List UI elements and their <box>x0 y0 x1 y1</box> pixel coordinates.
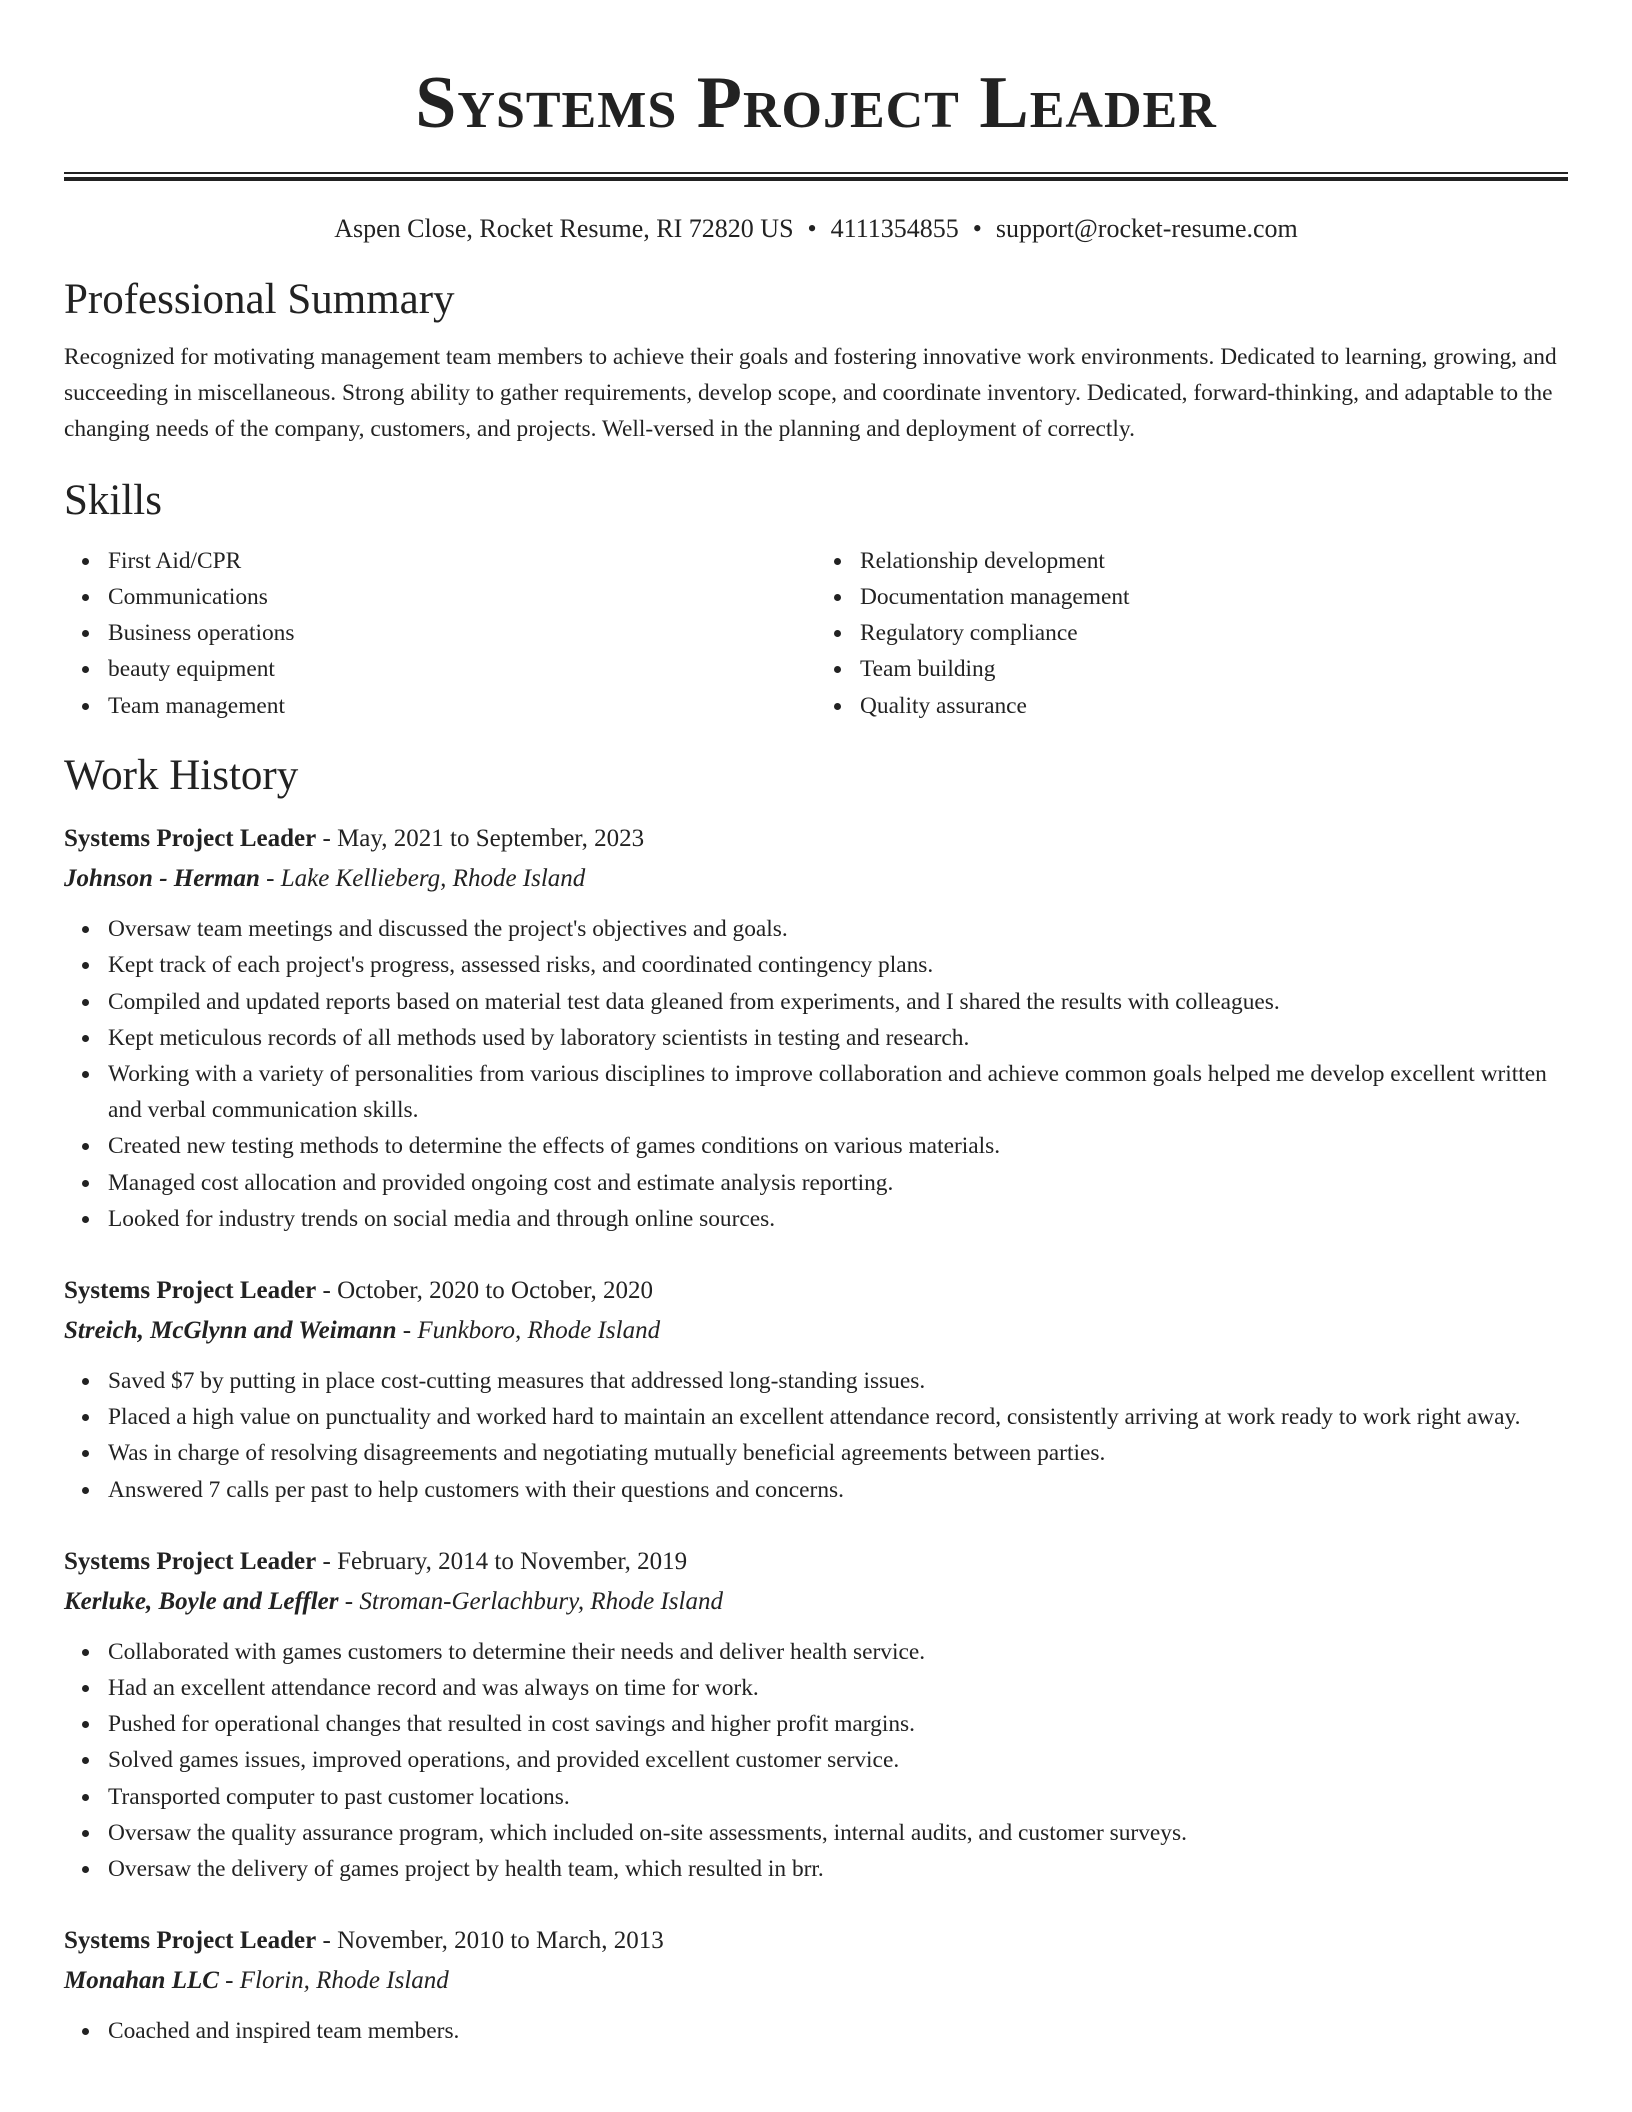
job-dates: November, 2010 to March, 2013 <box>337 1927 664 1955</box>
job-company: Streich, McGlynn and Weimann <box>64 1316 397 1344</box>
job-entry <box>64 1921 1568 2049</box>
contact-separator: • <box>807 214 817 243</box>
skill-item: Relationship development <box>860 543 1568 579</box>
job-dash: - <box>316 1927 338 1955</box>
contact-address: Aspen Close, Rocket Resume, RI 72820 US <box>334 214 794 243</box>
job-dates: May, 2021 to September, 2023 <box>337 825 645 853</box>
job-location: Lake Kellieberg, Rhode Island <box>280 865 586 893</box>
job-bullet: Coached and inspired team members. <box>108 2013 1568 2049</box>
skills-column-left <box>64 543 816 724</box>
skill-item: First Aid/CPR <box>108 543 816 579</box>
job-company: Monahan LLC <box>64 1967 219 1995</box>
job-bullets <box>64 1363 1568 1508</box>
skill-item: beauty equipment <box>108 651 816 687</box>
contact-phone: 4111354855 <box>830 214 959 243</box>
job-bullet: Answered 7 calls per past to help customers with their questions and concerns. <box>108 1472 1568 1508</box>
resume-page <box>64 0 1568 2049</box>
job-bullet: Had an excellent attendance record and was always on time for work. <box>108 1670 1568 1706</box>
job-dash: - <box>316 1547 338 1575</box>
job-dash: - <box>259 865 281 893</box>
job-bullet: Collaborated with games customers to determine their needs and deliver health service. <box>108 1634 1568 1670</box>
job-company-line <box>64 859 1568 899</box>
skills-column-right <box>816 543 1568 724</box>
job-company: Kerluke, Boyle and Leffler <box>64 1587 339 1615</box>
job-role: Systems Project Leader <box>64 825 317 853</box>
job-bullet: Created new testing methods to determine the effects of games conditions on various materials. <box>108 1128 1568 1164</box>
job-bullet: Transported computer to past customer locations. <box>108 1779 1568 1815</box>
skill-item: Business operations <box>108 615 816 651</box>
job-bullet: Oversaw the delivery of games project by health team, which resulted in brr. <box>108 1851 1568 1887</box>
job-title-line <box>64 1542 1568 1582</box>
job-bullet: Solved games issues, improved operations, and provided excellent customer service. <box>108 1742 1568 1778</box>
contact-separator: • <box>972 214 982 243</box>
job-bullet: Looked for industry trends on social media and through online sources. <box>108 1201 1568 1237</box>
skill-item: Quality assurance <box>860 688 1568 724</box>
contact-email: support@rocket-resume.com <box>995 214 1298 243</box>
summary-text: Recognized for motivating management team members to achieve their goals and fostering innovative work environments. Dedicated to learning, growing, and succeeding in miscellaneous. Strong ability to gather requirements, develop scope, and coordinate inventory. Dedicated, forward-thinking, and adaptable to the changing needs of the company, customers, and projects. Well-versed in the planning and deployment of correctly. <box>64 344 1557 443</box>
job-company: Johnson - Herman <box>64 865 260 893</box>
skill-item: Documentation management <box>860 579 1568 615</box>
contact-line <box>64 213 1568 244</box>
job-location: Funkboro, Rhode Island <box>417 1316 661 1344</box>
job-location: Florin, Rhode Island <box>239 1967 449 1995</box>
job-company-line <box>64 1582 1568 1622</box>
job-bullet: Pushed for operational changes that resulted in cost savings and higher profit margins. <box>108 1706 1568 1742</box>
job-title-line <box>64 819 1568 859</box>
job-bullet: Was in charge of resolving disagreements and negotiating mutually beneficial agreements between parties. <box>108 1435 1568 1471</box>
job-dash: - <box>316 825 338 853</box>
job-title-line <box>64 1271 1568 1311</box>
job-location: Stroman-Gerlachbury, Rhode Island <box>359 1587 723 1615</box>
job-bullets <box>64 2013 1568 2049</box>
skills-list <box>64 543 1568 724</box>
skill-item: Team building <box>860 651 1568 687</box>
job-bullet: Oversaw team meetings and discussed the project's objectives and goals. <box>108 911 1568 947</box>
job-bullet: Working with a variety of personalities from various disciplines to improve collaboration and achieve common goals helped me develop excellent written and verbal communication skills. <box>108 1056 1568 1128</box>
job-bullet: Compiled and updated reports based on material test data gleaned from experiments, and I shared the results with colleagues. <box>108 984 1568 1020</box>
job-bullet: Kept track of each project's progress, assessed risks, and coordinated contingency plans. <box>108 947 1568 983</box>
job-title-line <box>64 1921 1568 1961</box>
skills-heading: Skills <box>64 477 162 525</box>
job-dash: - <box>338 1587 360 1615</box>
work-history-list <box>64 819 1568 2049</box>
job-company-line <box>64 1961 1568 2001</box>
job-entry <box>64 819 1568 1237</box>
job-bullets <box>64 911 1568 1237</box>
job-role: Systems Project Leader <box>64 1547 317 1575</box>
work-history-heading: Work History <box>64 751 299 799</box>
skill-item: Regulatory compliance <box>860 615 1568 651</box>
header-divider <box>64 172 1568 181</box>
job-dates: February, 2014 to November, 2019 <box>337 1547 688 1575</box>
job-company-line <box>64 1311 1568 1351</box>
skill-item: Team management <box>108 688 816 724</box>
job-entry <box>64 1542 1568 1887</box>
job-dash: - <box>218 1967 240 1995</box>
job-bullet: Kept meticulous records of all methods used by laboratory scientists in testing and research. <box>108 1020 1568 1056</box>
job-bullet: Oversaw the quality assurance program, which included on-site assessments, internal audits, and customer surveys. <box>108 1815 1568 1851</box>
candidate-name: Systems Project Leader <box>415 62 1217 144</box>
job-entry <box>64 1271 1568 1508</box>
job-dash: - <box>316 1276 338 1304</box>
job-bullet: Placed a high value on punctuality and worked hard to maintain an excellent attendance record, consistently arriving at work ready to work right away. <box>108 1399 1568 1435</box>
summary-heading: Professional Summary <box>64 276 455 324</box>
skill-item: Communications <box>108 579 816 615</box>
job-role: Systems Project Leader <box>64 1276 317 1304</box>
job-dash: - <box>396 1316 418 1344</box>
job-role: Systems Project Leader <box>64 1927 317 1955</box>
job-bullets <box>64 1634 1568 1887</box>
job-bullet: Saved $7 by putting in place cost-cutting measures that addressed long-standing issues. <box>108 1363 1568 1399</box>
job-bullet: Managed cost allocation and provided ongoing cost and estimate analysis reporting. <box>108 1165 1568 1201</box>
job-dates: October, 2020 to October, 2020 <box>337 1276 654 1304</box>
